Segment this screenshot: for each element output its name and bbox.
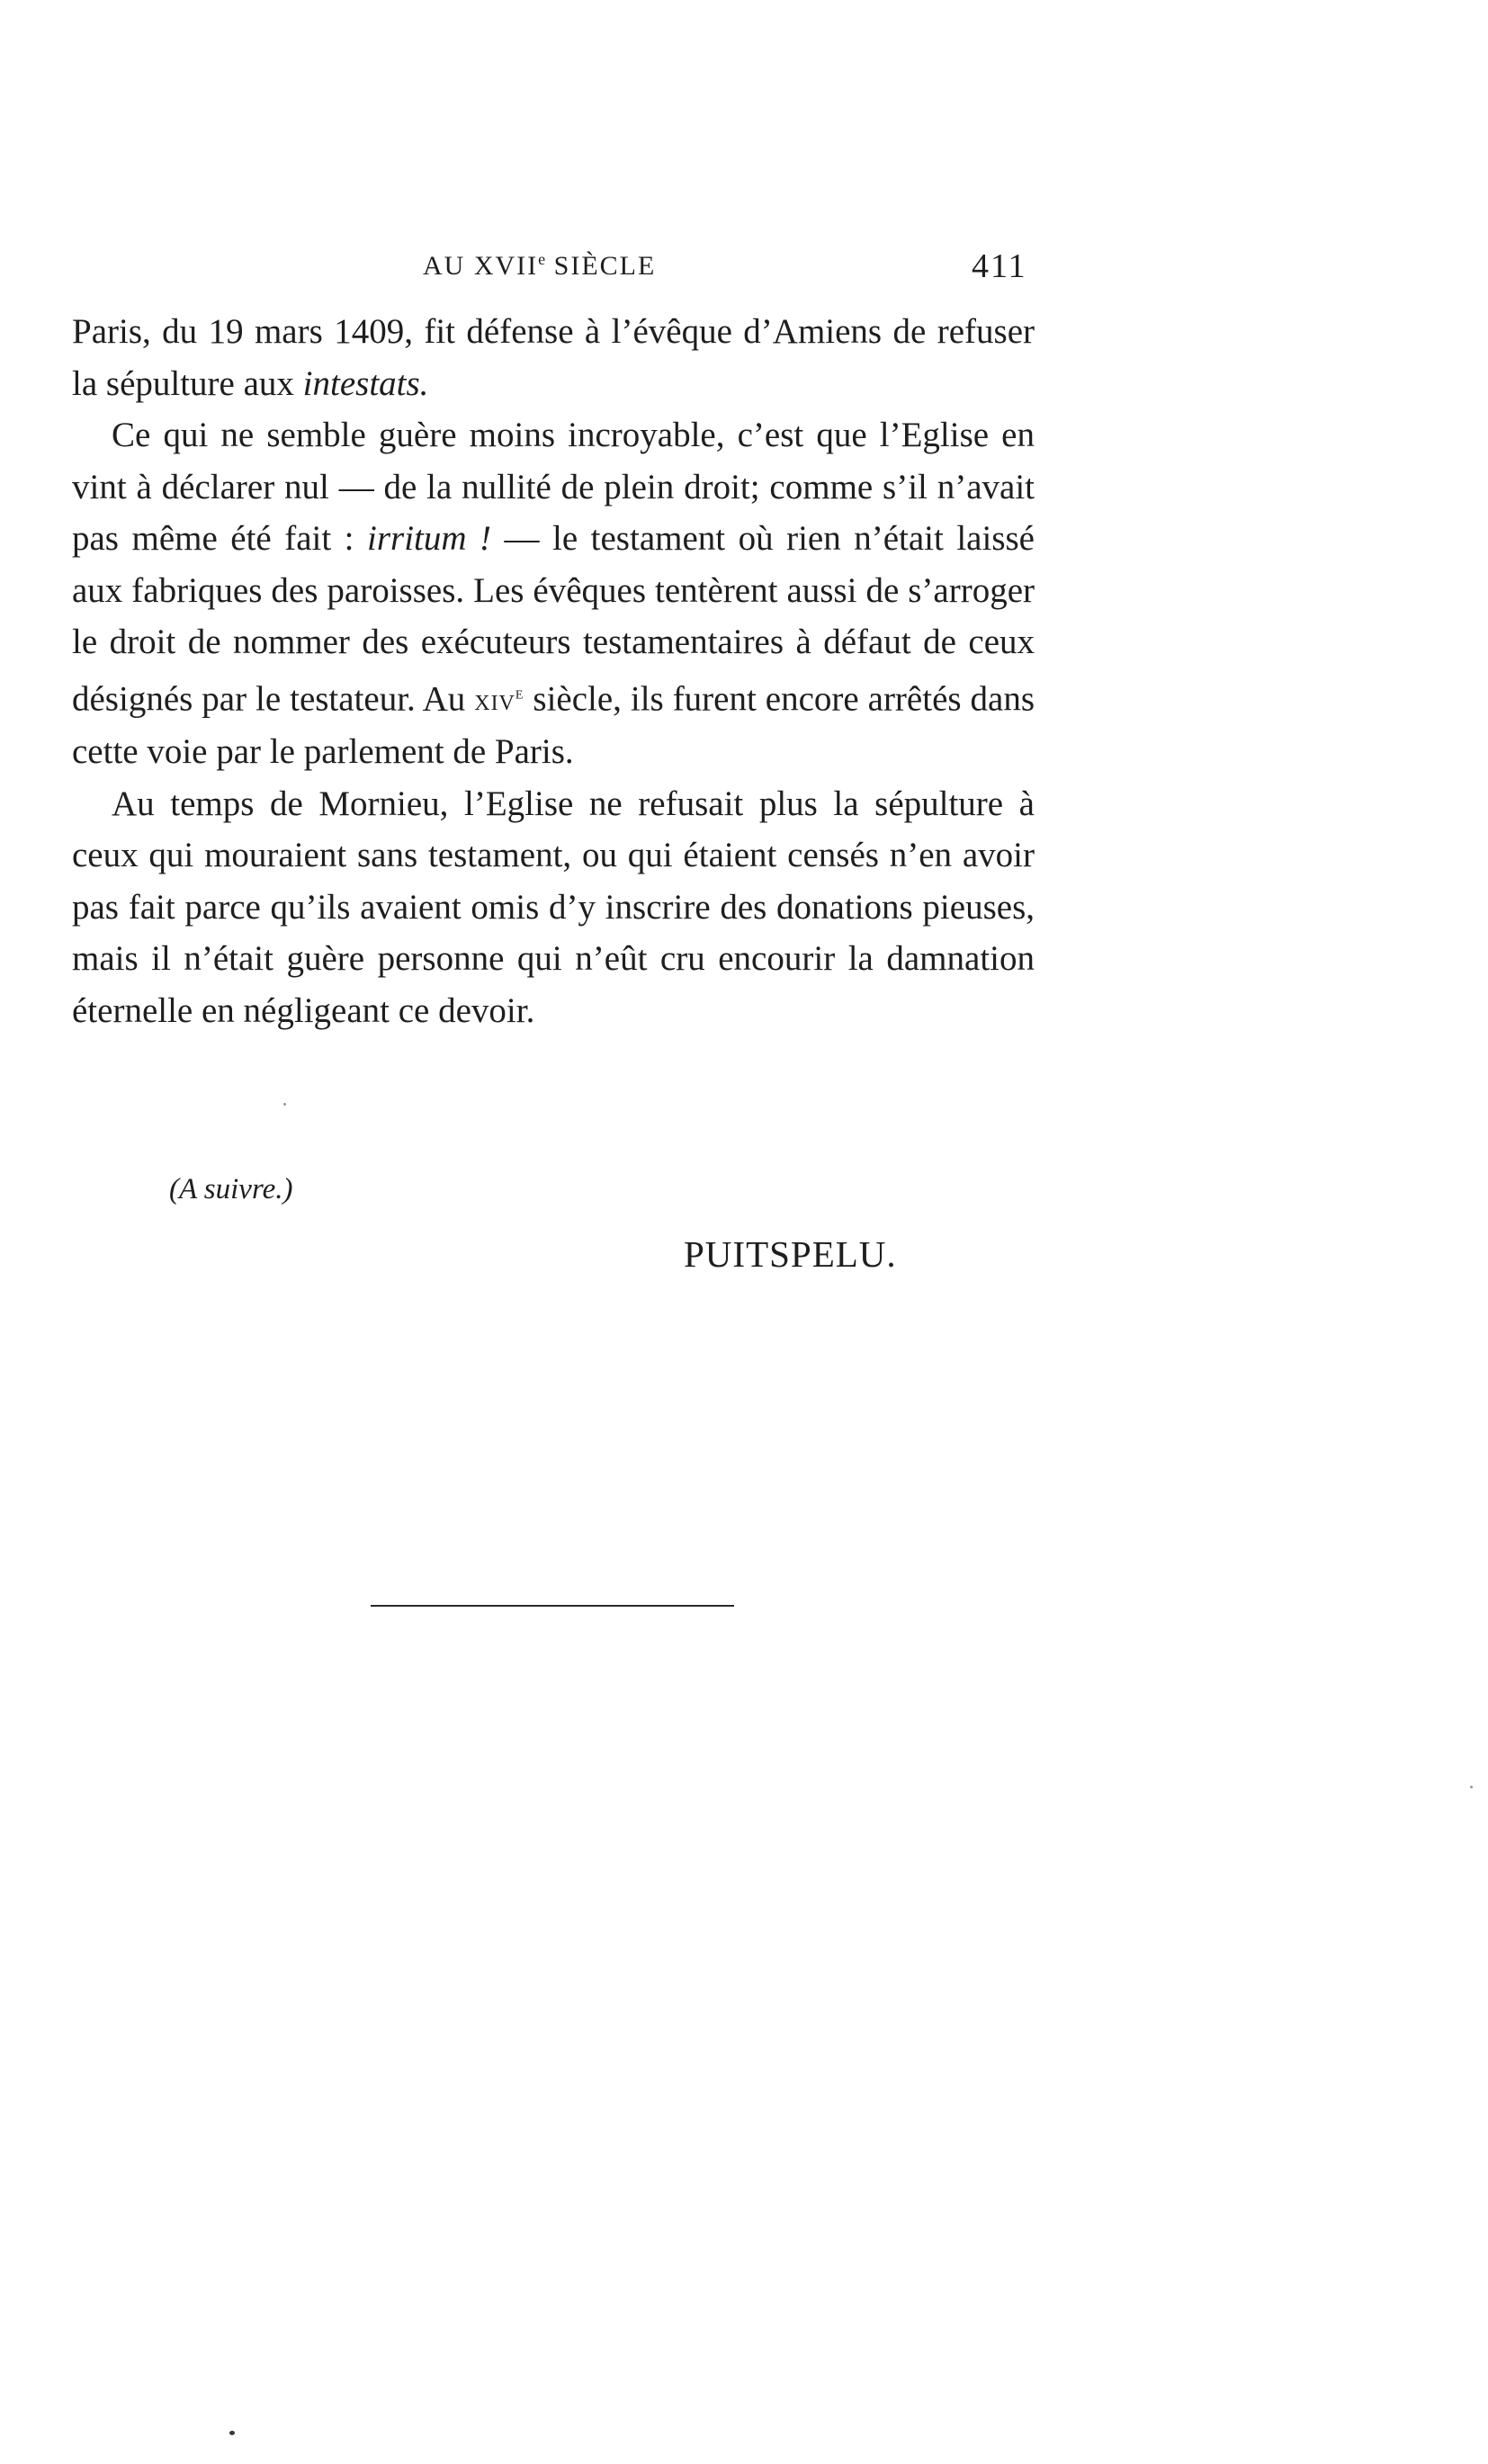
running-title [423, 250, 656, 282]
continued-note: (A suivre.) [169, 1173, 293, 1205]
paragraph-2-text-b: — le testament où rien n’était laissé aux fabriques des paroisses. Les évêques tentèrent aussi de s’arroger le droit de nommer des exécuteurs testamentaires à défaut de ceux désignés par le testateur. Au [72, 519, 1035, 718]
century-numeral [474, 684, 524, 717]
body-text [72, 306, 1035, 1036]
paragraph-1 [72, 306, 1035, 409]
paragraph-2 [72, 409, 1035, 778]
author-signature: PUITSPELU. [684, 1233, 897, 1275]
page-number: 411 [972, 247, 1027, 285]
paragraph-1-text: Paris, du 19 mars 1409, fit défense à l’évêque d’Amiens de refuser la sépulture aux [72, 312, 1035, 403]
century-numeral-text: xiv [474, 683, 515, 717]
paragraph-2-italic: irritum ! [367, 519, 492, 558]
scan-speck [229, 2431, 235, 2435]
paragraph-2-text-a: Ce qui ne semble guère moins incroyable, c’est que l’Eglise en vint à déclarer nul — de la nullité de plein droit; comme s’il n’avait pas même été fait : [72, 416, 1035, 558]
paragraph-2-text-c: siècle, ils furent encore arrêtés dans cette voie par le parlement de Paris. [72, 678, 1035, 772]
running-head [0, 247, 1488, 304]
running-title-text: AU XVII [423, 251, 539, 281]
scan-speck [1470, 1786, 1473, 1788]
paragraph-3 [72, 778, 1035, 1037]
running-title-superscript: e [538, 250, 546, 268]
paragraph-1-italic: intestats. [302, 363, 429, 403]
scan-speck [283, 1103, 286, 1106]
end-rule [371, 1605, 734, 1607]
paragraph-3-text: Au temps de Mornieu, l’Eglise ne refusait plus la sépulture à ceux qui mouraient sans testament, ou qui étaient censés n’en avoir pas fait parce qu’ils avaient omis d’y inscrire des donations pieuses, mais il n’était guère personne qui n’eût cru encourir la damnation éternelle en négligeant ce devoir. [72, 784, 1035, 1030]
century-numeral-superscript: e [515, 683, 524, 703]
running-title-tail: SIÈCLE [545, 251, 657, 281]
